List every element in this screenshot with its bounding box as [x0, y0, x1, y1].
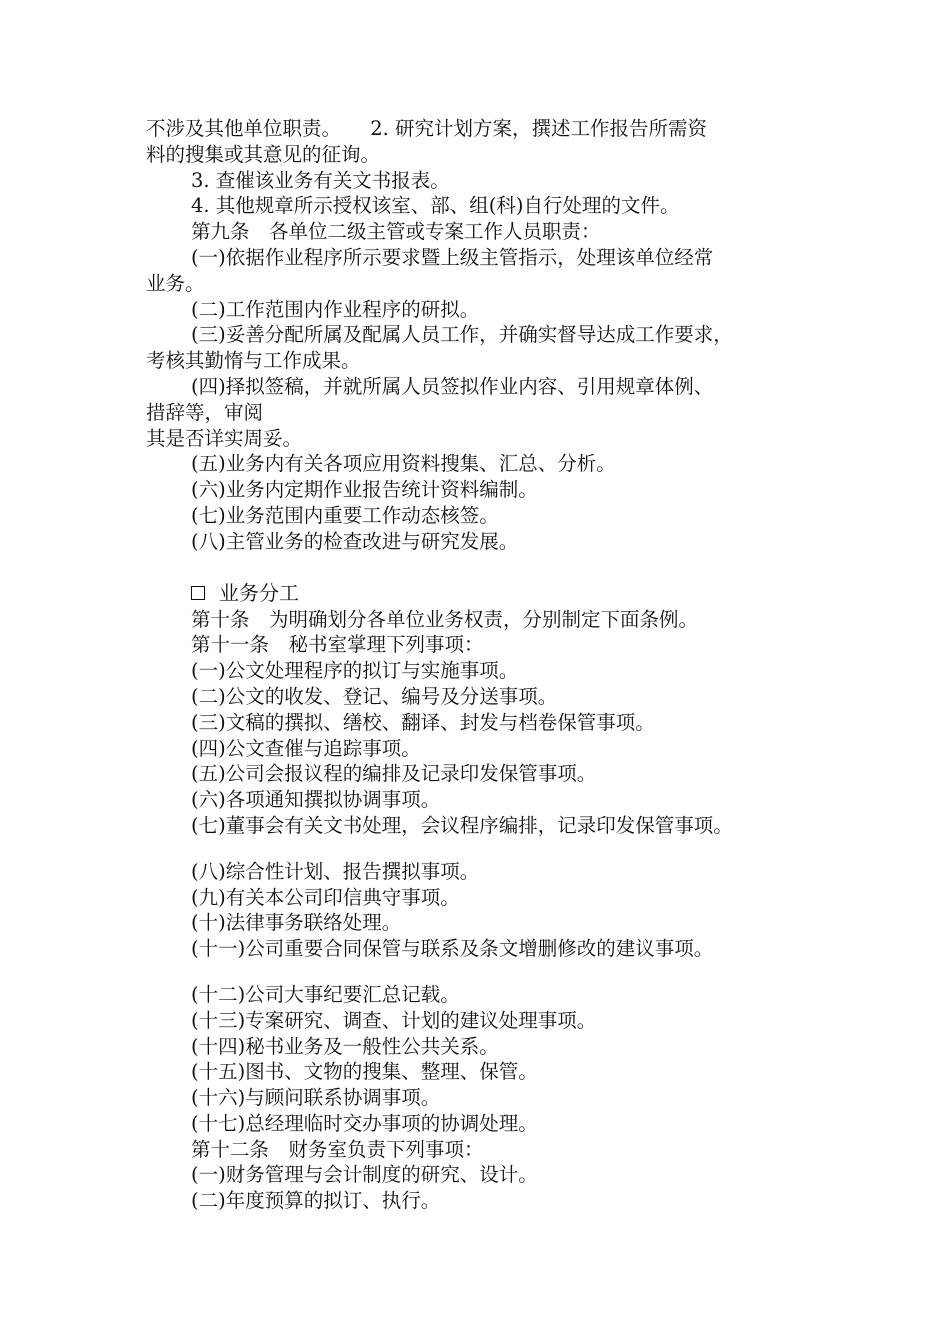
list-item: (十四)秘书业务及一般性公共关系。 — [191, 1034, 499, 1058]
article-10-title: 第十条 为明确划分各单位业务权责，分别制定下面条例。 — [191, 607, 699, 631]
article-9-title: 第九条 各单位二级主管或专案工作人员职责： — [191, 220, 601, 244]
text-line: 考核其勤惰与工作成果。 — [146, 349, 361, 373]
article-12-title: 第十二条 财务室负责下列事项： — [191, 1137, 484, 1161]
text-line: 其是否详实周妥。 — [146, 426, 303, 450]
list-item: (九)有关本公司印信典守事项。 — [191, 885, 460, 909]
list-item: (六)各项通知撰拟协调事项。 — [191, 788, 441, 812]
list-item: (二)年度预算的拟订、执行。 — [191, 1189, 441, 1213]
text-line: (二)工作范围内作业程序的研拟。 — [191, 297, 480, 321]
text-line: (七)业务范围内重要工作动态核签。 — [191, 503, 499, 527]
list-item: (一)财务管理与会计制度的研究、设计。 — [191, 1163, 538, 1187]
text-line: 业务。 — [146, 271, 205, 295]
section-heading-text: 业务分工 — [219, 580, 299, 605]
checkbox-icon — [191, 586, 205, 600]
text-line: 4. 其他规章所示授权该室、部、组(科)自行处理的文件。 — [191, 194, 680, 218]
spacer — [146, 962, 836, 982]
list-item: (二)公文的收发、登记、编号及分送事项。 — [191, 684, 558, 708]
list-item: (十七)总经理临时交办事项的协调处理。 — [191, 1111, 538, 1135]
text-line: 料的搜集或其意见的征询。 — [146, 142, 381, 166]
article-11-title: 第十一条 秘书室掌理下列事项： — [191, 633, 484, 657]
list-item: (一)公文处理程序的拟订与实施事项。 — [191, 659, 519, 683]
list-item: (五)公司会报议程的编排及记录印发保管事项。 — [191, 762, 597, 786]
text-line: 措辞等，审阅 — [146, 400, 264, 424]
list-item: (十二)公司大事纪要汇总记载。 — [191, 982, 460, 1006]
text-line: (一)依据作业程序所示要求暨上级主管指示，处理该单位经常 — [191, 245, 714, 269]
list-item: (八)综合性计划、报告撰拟事项。 — [191, 859, 480, 883]
text-line: (六)业务内定期作业报告统计资料编制。 — [191, 478, 538, 502]
list-item: (十三)专案研究、调查、计划的建议处理事项。 — [191, 1008, 597, 1032]
list-item: (十)法律事务联络处理。 — [191, 911, 402, 935]
section-heading — [146, 579, 836, 607]
text-line: (四)择拟签稿，并就所属人员签拟作业内容、引用规章体例、 — [191, 374, 714, 398]
text-line: 3. 查催该业务有关文书报表。 — [191, 168, 450, 192]
list-item: (十一)公司重要合同保管与联系及条文增删修改的建议事项。 — [191, 937, 714, 961]
document-body — [146, 116, 836, 1214]
list-item: (七)董事会有关文书处理，会议程序编排，记录印发保管事项。 — [191, 813, 733, 837]
text-line: (八)主管业务的检查改进与研究发展。 — [191, 529, 519, 553]
text-line: 不涉及其他单位职责。 2. 研究计划方案，撰述工作报告所需资 — [146, 117, 708, 140]
spacer — [146, 839, 836, 859]
list-item: (四)公文查催与追踪事项。 — [191, 736, 421, 760]
list-item: (三)文稿的撰拟、缮校、翻译、封发与档卷保管事项。 — [191, 710, 655, 734]
list-item: (十五)图书、文物的搜集、整理、保管。 — [191, 1060, 538, 1084]
list-item: (十六)与顾问联系协调事项。 — [191, 1086, 441, 1110]
text-line: (三)妥善分配所属及配属人员工作，并确实督导达成工作要求， — [191, 323, 733, 347]
text-line: (五)业务内有关各项应用资料搜集、汇总、分析。 — [191, 452, 616, 476]
spacer — [146, 555, 836, 579]
